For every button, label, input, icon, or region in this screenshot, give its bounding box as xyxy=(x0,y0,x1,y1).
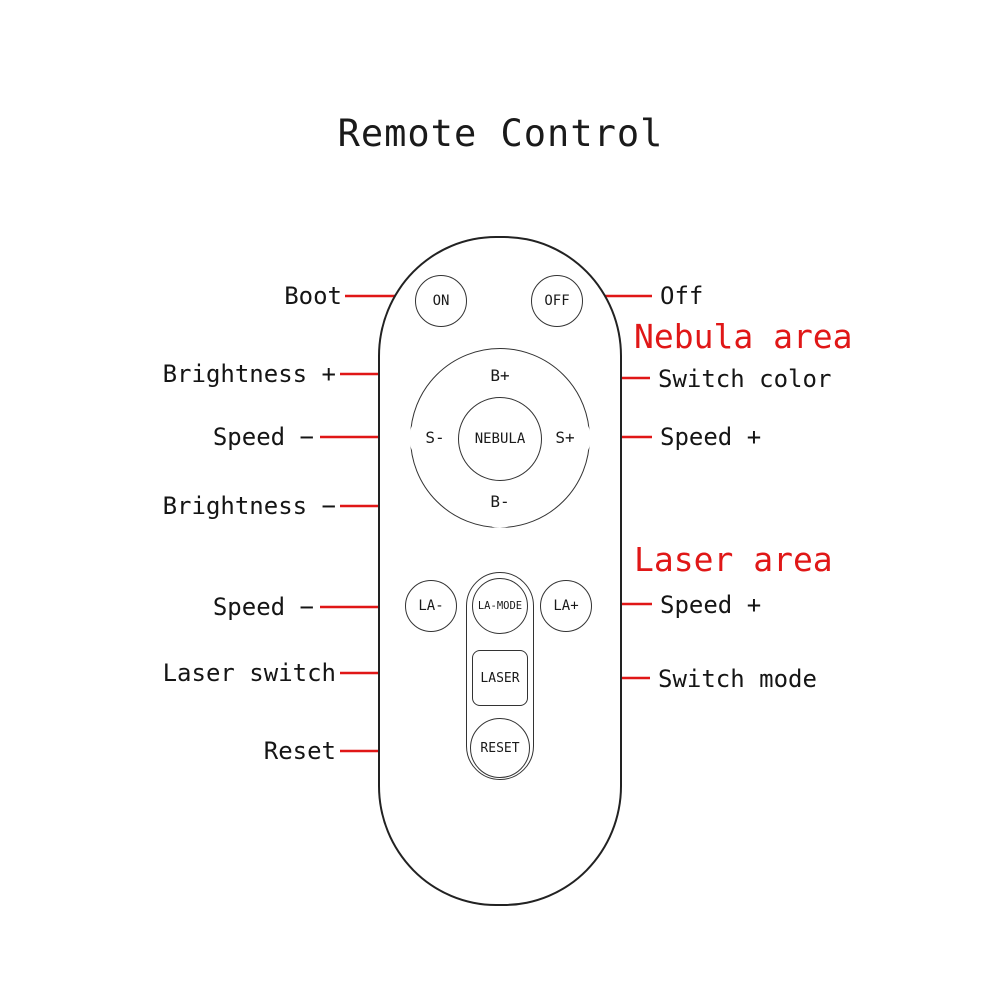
label-switch-mode: Switch mode xyxy=(658,665,817,693)
heading-nebula-area: Nebula area xyxy=(634,317,853,356)
button-on[interactable]: ON xyxy=(415,275,467,327)
button-la-plus[interactable]: LA+ xyxy=(540,580,592,632)
label-switch-color: Switch color xyxy=(658,365,832,393)
button-b-plus[interactable]: B+ xyxy=(474,350,526,402)
label-speed-down-nebula: Speed − xyxy=(212,423,314,451)
page-title: Remote Control xyxy=(337,112,664,155)
label-speed-down-laser: Speed − xyxy=(212,593,314,621)
button-reset[interactable]: RESET xyxy=(470,718,530,778)
heading-laser-area: Laser area xyxy=(634,540,833,579)
button-s-minus[interactable]: S- xyxy=(409,412,461,464)
label-brightness-down: Brightness − xyxy=(162,492,336,520)
label-speed-up-nebula: Speed + xyxy=(660,423,762,451)
button-s-plus[interactable]: S+ xyxy=(539,412,591,464)
button-la-mode[interactable]: LA-MODE xyxy=(472,578,528,634)
label-off: Off xyxy=(660,282,704,310)
label-speed-up-laser: Speed + xyxy=(660,591,762,619)
button-laser[interactable]: LASER xyxy=(472,650,528,706)
label-brightness-up: Brightness + xyxy=(162,360,336,388)
label-boot: Boot xyxy=(284,282,342,310)
button-nebula[interactable]: NEBULA xyxy=(458,397,542,481)
label-reset: Reset xyxy=(263,737,336,765)
button-la-minus[interactable]: LA- xyxy=(405,580,457,632)
button-off[interactable]: OFF xyxy=(531,275,583,327)
remote-body-outline xyxy=(378,236,622,906)
button-b-minus[interactable]: B- xyxy=(474,476,526,528)
label-laser-switch: Laser switch xyxy=(162,659,336,687)
